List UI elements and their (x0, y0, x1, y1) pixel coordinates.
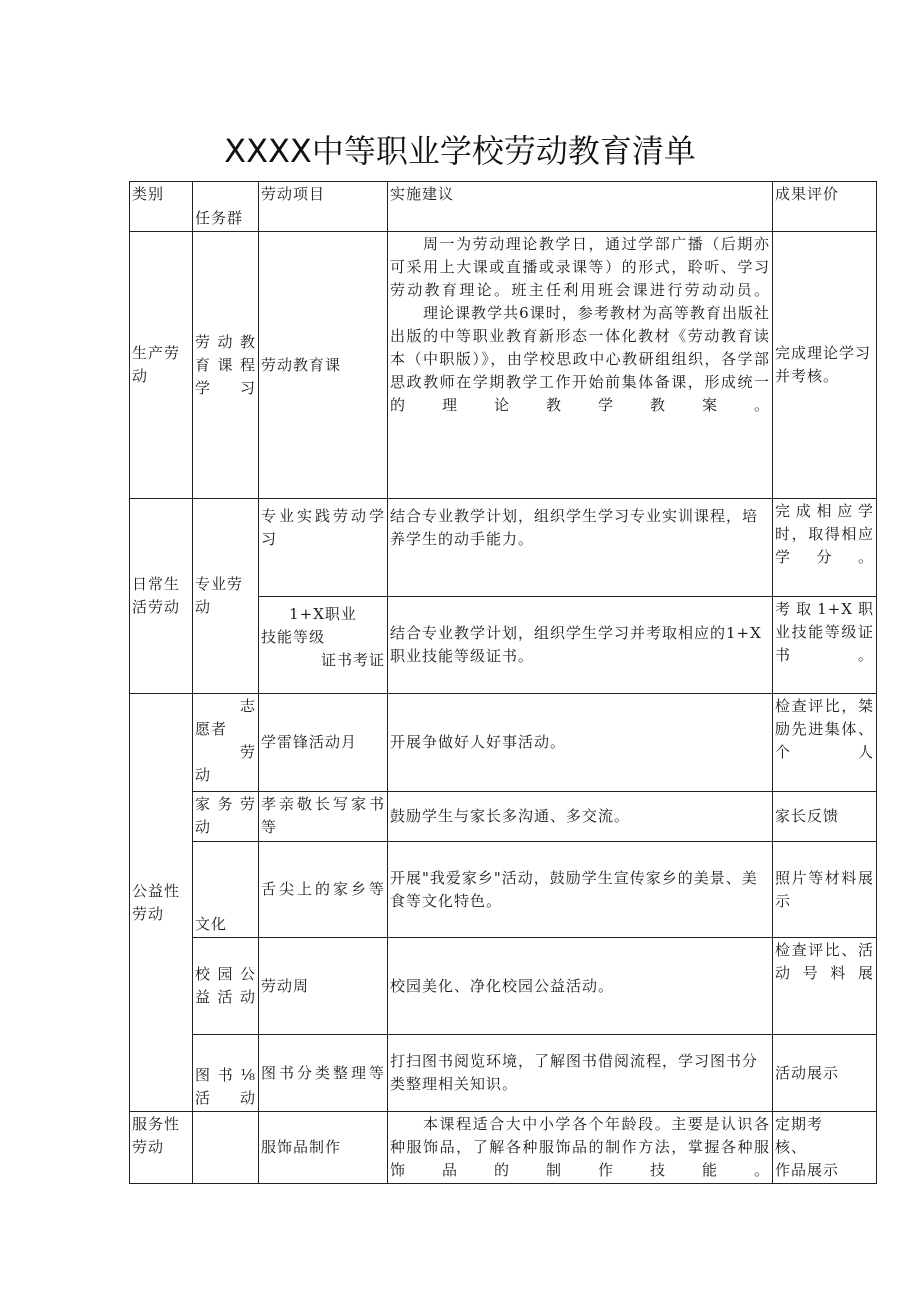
cell-project (259, 597, 388, 694)
header-category: 类别 (130, 182, 193, 232)
cell-evaluation: 完成相应学时，取得相应学分。 (773, 499, 877, 597)
table-row (130, 694, 877, 792)
cell-task-group: 图书⅛活动 (193, 1035, 259, 1112)
cell-project: 图书分类整理等 (259, 1035, 388, 1112)
table-row (130, 1035, 877, 1112)
cell-evaluation: 检查评比、活动号料展 (773, 938, 877, 1035)
table-row (130, 1112, 877, 1184)
cell-task-group: 劳动教育课程学习 (193, 232, 259, 499)
cell-suggestion: 结合专业教学计划，组织学生学习专业实训课程，培养学生的动手能力。 (388, 499, 773, 597)
cell-suggestion: 开展"我爱家乡"活动，鼓励学生宣传家乡的美景、美食等文化特色。 (388, 842, 773, 938)
cell-category: 公益性劳动 (130, 694, 193, 1112)
task-group-line: 劳 (239, 743, 256, 761)
suggestion-paragraph: 周一为劳动理论教学日，通过学部广播（后期亦可采用上大课或直播或录课等）的形式，聆听、学习劳动教育理论。班主任利用班会课进行劳动动员。 (390, 235, 770, 299)
cell-task-group: 家务劳动 (193, 792, 259, 842)
project-line: 证书考证 (320, 651, 385, 669)
cell-suggestion: 打扫图书阅览环境，了解图书借阅流程，学习图书分类整理相关知识。 (388, 1035, 773, 1112)
cell-suggestion (388, 1112, 773, 1184)
header-evaluation: 成果评价 (773, 182, 877, 232)
table-row (130, 938, 877, 1035)
cell-evaluation: 检查评比，桀励先进集体、个人 (773, 694, 877, 792)
cell-task-group: 校园公益活动 (193, 938, 259, 1035)
cell-evaluation: 完成理论学习并考核。 (773, 232, 877, 499)
cell-project: 劳动周 (259, 938, 388, 1035)
cell-evaluation: 照片等材料展示 (773, 842, 877, 938)
cell-task-group (193, 1112, 259, 1184)
project-line: 技能等级 (261, 628, 326, 646)
suggestion-paragraph: 理论课教学共6课时，参考教材为高等教育出版社出版的中等职业教育新形态一体化教材《劳动教育读本（中职版）》，由学校思政中心教研组组织，各学部思政教师在学期教学工作开始前集体备课，形成统一的理论教学教案。 (390, 304, 770, 414)
table-row (130, 499, 877, 597)
table-row (130, 792, 877, 842)
cell-evaluation: 活动展示 (773, 1035, 877, 1112)
cell-suggestion: 校园美化、净化校园公益活动。 (388, 938, 773, 1035)
table-row (130, 842, 877, 938)
cell-project: 服饰品制作 (259, 1112, 388, 1184)
cell-suggestion: 开展争做好人好事活动。 (388, 694, 773, 792)
cell-category: 日常生活劳动 (130, 499, 193, 694)
evaluation-line: 作品展示 (775, 1161, 840, 1179)
cell-project: 劳动教育课 (259, 232, 388, 499)
evaluation-line: 核、 (775, 1138, 808, 1156)
task-group-line: 志 (239, 697, 256, 715)
header-project: 劳动项目 (259, 182, 388, 232)
cell-evaluation (773, 1112, 877, 1184)
cell-task-group (193, 694, 259, 792)
cell-suggestion (388, 232, 773, 499)
page-title: XXXX中等职业学校劳动教育清单 (224, 132, 696, 170)
cell-evaluation: 家长反馈 (773, 792, 877, 842)
table-row (130, 232, 877, 499)
cell-task-group: 文化 (193, 842, 259, 938)
cell-category: 服务性劳动 (130, 1112, 193, 1184)
cell-evaluation: 考取1+X职业技能等级证书。 (773, 597, 877, 694)
cell-category: 生产劳动 (130, 232, 193, 499)
task-group-line: 动 (195, 766, 212, 784)
header-row (130, 182, 877, 232)
cell-project: 学雷锋活动月 (259, 694, 388, 792)
cell-project: 舌尖上的家乡等 (259, 842, 388, 938)
header-task-group: 任务群 (193, 182, 259, 232)
labor-education-table (129, 181, 877, 1184)
cell-suggestion: 鼓励学生与家长多沟通、多交流。 (388, 792, 773, 842)
cell-suggestion: 结合专业教学计划，组织学生学习并考取相应的1+X职业技能等级证书。 (388, 597, 773, 694)
task-group-line: 愿者 (195, 720, 228, 738)
suggestion-paragraph: 本课程适合大中小学各个年龄段。主要是认识各种服饰品，了解各种服饰品的制作方法，掌握各种服饰品的制作技能。 (390, 1115, 770, 1179)
cell-project: 专业实践劳动学习 (259, 499, 388, 597)
evaluation-line: 定期考 (775, 1115, 824, 1133)
cell-project: 孝亲敬长写家书等 (259, 792, 388, 842)
header-suggestion: 实施建议 (388, 182, 773, 232)
cell-task-group: 专业劳动 (193, 499, 259, 694)
project-line: 1+X职业 (289, 605, 357, 623)
